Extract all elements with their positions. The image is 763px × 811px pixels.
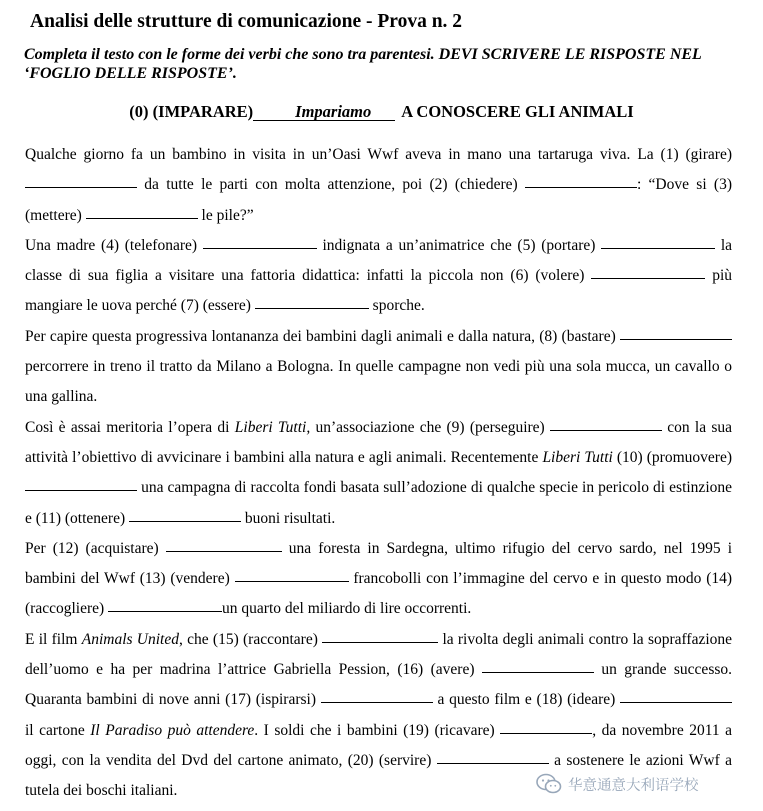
answer-blank-14 <box>108 610 222 612</box>
text-segment: un grande successo. Quaranta bambini di nove anni (17) (ispirarsi) <box>25 661 733 709</box>
answer-blank-7 <box>255 307 369 309</box>
text-segment: con la sua attività l’obiettivo di avvicinare i bambini alla natura e agli animali. Recentemente <box>25 418 733 466</box>
italic-title: Animals United <box>81 630 179 648</box>
text-segment: francobolli con l’immagine del cervo e in questo modo (14) (raccogliere) <box>25 570 733 618</box>
text-segment: indignata a un’animatrice che (5) (portare) <box>322 236 596 254</box>
text-segment: il cartone <box>25 721 85 739</box>
text-segment: percorrere in treno il tratto da Milano a Bologna. In quelle campagne non vedi più una sola mucca, un cavallo o una gallina. <box>25 358 732 406</box>
text-segment: un quarto del miliardo di lire occorrenti. <box>222 600 472 618</box>
text-segment: Una madre (4) (telefonare) <box>25 236 198 254</box>
answer-blank-8 <box>620 338 732 340</box>
answer-blank-10 <box>25 489 137 491</box>
example-answer: Impariamo <box>253 103 395 121</box>
italic-title: Il Paradiso può attendere <box>90 721 255 739</box>
text-segment: sporche. <box>372 297 425 315</box>
paragraph-3 <box>25 322 732 413</box>
answer-blank-11 <box>129 520 241 522</box>
text-segment: , che (15) (raccontare) <box>179 630 318 648</box>
example-line <box>0 102 763 122</box>
text-segment: più mangiare le uova perché (7) (essere) <box>25 267 733 315</box>
text-segment: da tutte le parti con molta attenzione, poi (2) (chiedere) <box>144 176 518 194</box>
text-segment: Così è assai meritoria l’opera di <box>25 418 230 436</box>
watermark <box>536 770 750 798</box>
paragraph-1 <box>25 140 732 231</box>
italic-title: Liberi Tutti <box>542 448 613 466</box>
text-segment: la rivolta degli animali contro la sopraffazione dell’uomo e ha per madrina l’attrice Gabriella Pession, (16) (avere) <box>25 630 733 679</box>
page-title: Analisi delle strutture di comunicazione - Prova n. 2 <box>30 11 463 32</box>
text-segment: , da novembre 2011 a oggi, con la vendita del Dvd del cartone animato, (20) (servire) <box>25 721 733 769</box>
answer-blank-18 <box>620 701 732 703</box>
answer-blank-9 <box>550 429 662 431</box>
text-segment: un’associazione che (9) (perseguire) <box>315 418 545 436</box>
text-segment: la classe di sua figlia a visitare una fattoria didattica: infatti la piccola non (6) (volere) <box>25 236 733 285</box>
wechat-icon <box>536 773 562 795</box>
answer-blank-13 <box>235 580 349 582</box>
answer-blank-16 <box>482 671 594 673</box>
answer-blank-17 <box>321 701 433 703</box>
text-segment: Per capire questa progressiva lontananza dei bambini dagli animali e dalla natura, (8) (bastare) <box>25 327 616 345</box>
instructions: Completa il testo con le forme dei verbi che sono tra parentesi. DEVI SCRIVERE LE RISPOSTE NEL ‘FOGLIO DELLE RISPOSTE’. <box>24 46 702 82</box>
text-segment: Per (12) (acquistare) <box>25 539 159 557</box>
answer-blank-3 <box>86 217 198 219</box>
answer-blank-12 <box>166 550 282 552</box>
answer-blank-20 <box>437 762 549 764</box>
text-segment: le pile?” <box>201 206 254 224</box>
answer-blank-6 <box>591 277 705 279</box>
answer-blank-1 <box>25 186 137 188</box>
answer-blank-4 <box>203 247 317 249</box>
text-segment: a questo film e (18) (ideare) <box>437 691 616 709</box>
answer-blank-5 <box>601 247 715 249</box>
answer-blank-19 <box>500 732 592 734</box>
text-segment: (10) (promuovere) <box>616 448 732 466</box>
answer-blank-15 <box>322 641 438 643</box>
text-segment: una campagna di raccolta fondi basata sull’adozione di qualche specie in pericolo di estinzione e (11) (ottenere) <box>25 479 733 527</box>
paragraph-5 <box>25 534 732 625</box>
text-segment: a sostenere le azioni Wwf a tutela dei boschi italiani. <box>25 751 733 800</box>
text-segment: E il film <box>25 630 78 648</box>
paragraph-4 <box>25 413 732 534</box>
example-heading: A CONOSCERE GLI ANIMALI <box>401 102 634 121</box>
answer-blank-2 <box>525 186 637 188</box>
italic-title: Liberi Tutti, <box>234 418 311 436</box>
text-segment: una foresta in Sardegna, ultimo rifugio del cervo sardo, nel 1995 i bambini del Wwf (13) (vendere) <box>25 539 733 588</box>
watermark-text: 华意通意大利语学校 <box>568 777 699 794</box>
text-segment: . I soldi che i bambini (19) (ricavare) <box>254 721 495 739</box>
text-segment: : “Dove si (3) (mettere) <box>25 176 733 224</box>
example-prompt: (0) (IMPARARE) <box>129 102 254 121</box>
exercise-text <box>25 140 732 807</box>
paragraph-2 <box>25 231 732 322</box>
text-segment: buoni risultati. <box>244 509 336 527</box>
text-segment: Qualche giorno fa un bambino in visita in un’Oasi Wwf aveva in mano una tartaruga viva. La (1) (girare) <box>25 146 732 163</box>
